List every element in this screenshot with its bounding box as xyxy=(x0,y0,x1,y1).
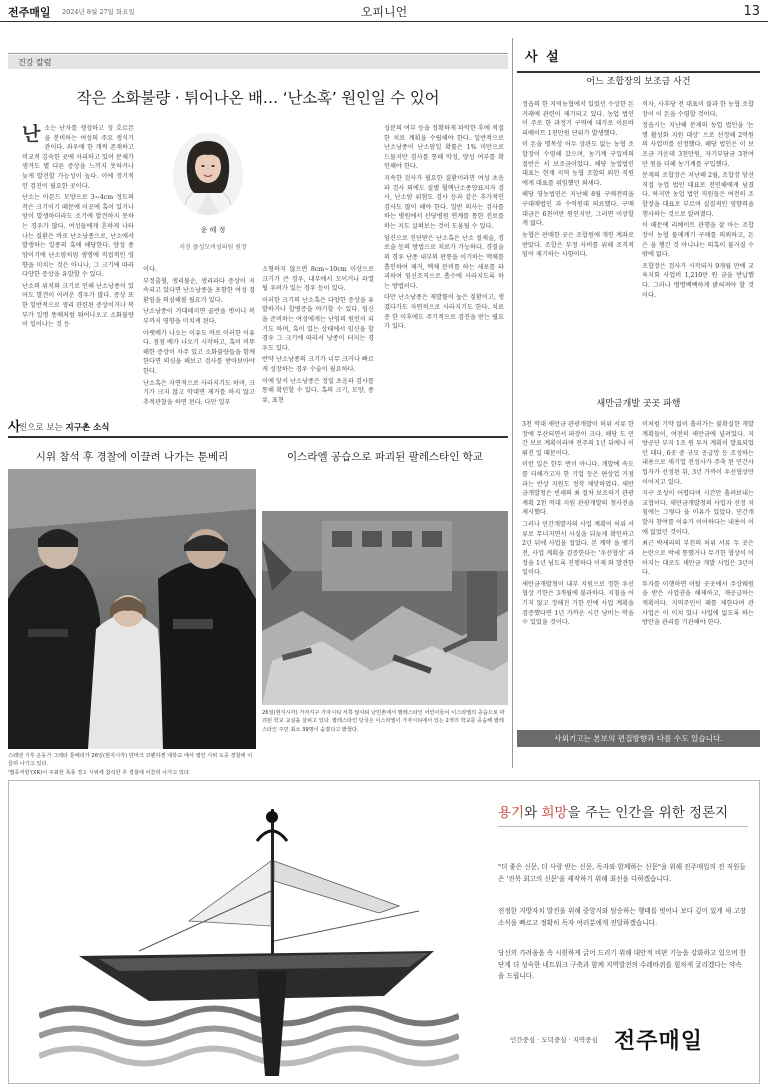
photo-right-caption: 26일(현지시각) 가자지구 가자시티 서쪽 알샤티 난민촌에서 팔레스타인 어린이들이 이스라엘의 공습으로 파괴된 학교 교실을 살피고 있다. 팔레스타인 당국은 이스라엘이 가자시티에서 있는 2개의 학교를 공습해 팔레스타인 주민 최소 39명이 숨졌다고 밝혔다. xyxy=(262,710,505,733)
paragraph: 3천 억대 새만금 관광개발이 허위 서류 한 장에 무산되면서 파장이 크다. 해당 도 민간 보로 계획이라며 전주의 1년 뒤에나 이뤄진 일 때문이다. xyxy=(522,421,634,457)
photo-section-initial: 사 xyxy=(8,420,21,435)
ad-logo: 전주매일 xyxy=(614,1029,704,1054)
editorial-1-col-a xyxy=(522,100,634,395)
editorial-title: 사 설 xyxy=(525,50,561,65)
caption-text: 스웨덴 기후 운동가 그레타 툰베리가 26일(현지시각) 덴마크 코펜하겐 대학교 에서 열린 시위 도중 경찰에 이끌려 나가고 있다. xyxy=(8,753,253,768)
paragraph: 이에 앞서 난소낭종은 정밀 초음파 검사를 통해 확인할 수 있다. 혹의 크기, 모양, 종류, 표현 xyxy=(262,377,374,404)
ad-paragraph-3: 당신의 가려움을 속 시원하게 긁어 드리기 위해 대안적 비판 기능을 강화하고 있으며 한 단계 더 성숙한 네트워크 구축과 함께 지역발전의 수레바퀴를 힘차게 굴리겠다는 약속을 드립니다. xyxy=(498,949,747,981)
column-divider xyxy=(512,38,513,768)
ad-paragraph-1: "더 좋은 신문, 더 사랑 받는 신문, 독자와 함께하는 신문"을 위해 전주매일의 전 직원들은 '전북 최고의 신문'을 제작하기 위해 최선을 다하겠습니다. xyxy=(498,863,746,883)
paragraph: 아랫배가 나오는 이유도 바로 이러한 이유다. 점점 배가 나오기 시작하고, 혹이 비뚜해한 증상이 자주 있고 소화불량들을 함께한다면 의심을 해보고 검사를 받아보아야 한다. xyxy=(143,329,255,376)
paragraph: 다만 난소낭종은 재발률이 높은 질환이고, 생겼다가도 자연적으로 사라지기도 한다. 치료 중 한 이후에도 주기적으로 검진을 받는 필요가 있다. xyxy=(384,294,504,331)
author-name: 윤 혜 정 xyxy=(200,226,226,234)
section-title: 오피니언 xyxy=(360,5,408,19)
ad-title-accent-1: 용기 xyxy=(498,805,525,821)
editorial-header xyxy=(517,40,760,96)
editorial-rule xyxy=(517,71,760,73)
paragraph: 반약 난소낭종의 크기가 너무 크거나 빠르게 성장하는 경우 수술이 필요하다. xyxy=(262,356,374,374)
paragraph: 이 돈을 명목상 어두 상관도 없는 농협 조합장이 수령해 갔으며, 농기계 구입비의 절반은 서 보조금이었다. 해당 농업법인 대표는 현재 지역 농협 조합의 외인 직원에게 대표를 위임했던 외세다. xyxy=(522,141,634,187)
paragraph: 난소낭종이 거대해지면 골반을 벗어나 복부까지 영향을 미치게 된다. xyxy=(143,308,255,326)
ad-title-mid: 와 xyxy=(524,805,542,821)
column-text-3 xyxy=(262,265,374,415)
ad-tagline: 인간중심 · 도덕중심 · 지역중심 xyxy=(510,1036,598,1044)
caption-text-2: '멸종저항'(XR)이 주최한 폭풍 경고 시위에 참석한 후 경찰에 이끌려 나가고 있다. xyxy=(8,769,191,776)
column-text-2 xyxy=(143,265,255,415)
author-portrait xyxy=(173,133,243,215)
masthead-brand: 전주매일 xyxy=(8,6,51,19)
paragraph: 난소의 위치와 크기로 인해 난소낭종이 있어도 발견이 어려운 경우가 많다. 증상 또한 일반적으로 생리 관련된 증상이거나 복부가 일명 똥배처럼 튀어나오고 소화불량이 일어나는 것 등 xyxy=(22,282,134,329)
paragraph: 문제의 조합장은 지난해 2월, 조합장 당선 직접 농업 법인 대표로 전인해에게 넘겼다. 하지만 농업 법인 직원들은 여전히 조합장을 대표로 부르며 실질적인 영향력을 행사하는 것으로 알려졌다. xyxy=(642,172,754,218)
paragraph: 그러나 민간개발자의 사업 계획이 허위 서류로 무너지면서 사실을 뒤늦게 확인하고 2년 뒤에 사업을 접었다. 본 계약 을 맺기 전, 사업 계획을 검증한다는 '우선협상' 과정을 1년 넘도록 진행하다 이제 와 발견한 일이다. xyxy=(522,521,634,577)
paragraph: 난소혹은 자연적으로 사라지기도 하며, 크기가 크지 않고 악대면 제거를 하지 않고 추적관찰을 하면 된다. 다만 일부 xyxy=(143,379,255,406)
paragraph: 이런 일은 한두 번이 아니다. 개발에 속도를 더해가고자 한 기업 등은 편상업 거점과는 반상 지원도 정작 제앗하였다. 새만금개발청은 빈세의 최 절차 보조하기 관광계획 2천 억대 지원 관광개발의 청사진을 제시했다. xyxy=(522,461,634,517)
paragraph: 성분의 여부 등을 정확하게 파악한 후에 적절한 치료 계획을 수립해야 한다. 일반적으로 난소낭종이 난소암일 확률은 1% 미만으로 드물지만 검사를 통해 악성, 양성 여부를 확인해야 한다. xyxy=(384,125,504,171)
paragraph: 지속한 검사가 필요한 질환이라면 여성 초음파 검사 외에도 질별 혈액난소종양표지자 검사, 난소암 위험도 검사 등과 같은 추가적인 검사도 많이 해야 한다. 일반 의사는 검사를 하는 병원에서 산당병원 연계를 통한 진료를 하는 지도 살펴보는 것이 도움될 수 있다. xyxy=(384,175,504,231)
editorial-2-col-a xyxy=(522,420,634,725)
paragraph: 정읍시는 지난해 문제의 농업 법인을 '논명 활성화 지원 대상' 으로 선정해 2억원의 사업비를 선정했다. 해당 법인은 이 보조금 가운데 3천만원, 자기부담금 3천여만 원을 더해 농기계를 구입했다. xyxy=(642,122,754,168)
photo-left-caption xyxy=(8,752,256,777)
editorial-1-col-b xyxy=(642,100,754,395)
paragraph: 투자를 이행하면 이탈 곳곳에서 주상웨원을 받은 사업권을 해제하고, 재공급하는 게획이다. 지역주민이 패를 제한다며 관 사업은 이 이치 있나 사업에 없도록 하는 방안을 관리를 기관해야 한다. xyxy=(642,580,754,627)
protest-photo xyxy=(8,469,256,749)
school-ruins-photo xyxy=(262,511,508,705)
paragraph: 정읍의 한 지역농협에서 있었던 수상한 돈거래에 관련이 제기되고 있다. 농업 법인이 주로 한 과정기 구역에 대가로 이른바 리베이트 1천만원 단위가 발생했다. xyxy=(522,101,634,137)
column-text-4 xyxy=(384,124,504,414)
column-label: 건강 칼럼 xyxy=(8,55,508,69)
ad-title-accent-2: 희망 xyxy=(541,805,568,821)
paragraph: 소는 난자를 생성하고 성 호르몬을 분비하는 여성의 주요 생식기관이다. 좌우에 한 개씩 존재하고 비교적 깊숙한 곳에 자리하고 있어 문제가 생겨도 별 다른 증상을 느끼지 못하거나 늦게 발견할 가능성이 높다. 이에 정기적인 검진이 필요한 곳이다. xyxy=(22,125,134,190)
ad-title xyxy=(498,803,728,824)
drop-cap: 난 xyxy=(22,124,41,145)
paragraph: 부정출혈, 생리불순, 생리과다 증상이 지속되고 있다면 난소낭종을 포함한 여성 질환임을 의심해볼 필요가 있다. xyxy=(143,277,255,304)
ship-illustration xyxy=(39,801,459,1076)
paragraph: 이 때문에 리베이트 관행을 잘 아는 조합장이 농협 물매계기 구매를 의뢰하고, 돈은 을 챙긴 것 아니냐는 의혹이 불거질 수밖에 없다. xyxy=(642,222,754,259)
paragraph: 소형하지 않으면 8cm~10cm 이상으로 크기가 큰 경우, 내부에서 꼬이거나 파열될 우려가 있는 경우 등이 있다. xyxy=(262,266,374,293)
page-number: 13 xyxy=(743,4,760,19)
page-header xyxy=(0,0,768,22)
photo-news-header xyxy=(8,417,508,437)
paragraph: 새만금개발청이 내부 지원으로 정한 우선협상 기한은 3개월에 불과하다. 지침을 어기지 않고 정해진 기한 안에 사업 계획을 검증했다면 1년 가까운 시간 낭비는 막을 수 있었을 것이다. xyxy=(522,580,634,627)
editorial-disclaimer: 사외기고는 본보의 편집방향과 다를 수도 있습니다. xyxy=(517,730,760,747)
issue-date: 2024년 8월 27일 화요일 xyxy=(62,8,135,16)
paragraph: 조합장은 검사가 시작되자 9개월 만에 교육지회 사업비 1,210만 원 금을 반납했다. 그러나 명명백백하게 밝혀져야 할 것이다. xyxy=(642,262,754,299)
photo-section-bold: 지구촌 소식 xyxy=(65,423,110,433)
paragraph: 난소는 아몬드 모양으로 3~4cm 정도의 작은 크기이기 때문에 이곳에 혹이 있거나 암이 발생하더라도 조기에 발견하지 못하는 경우가 많다. 여성들에게 흔하게 나타나는 질환은 바로 난소낭종으로, 난소에서 발생하는 일종의 혹에 해당한다. 양성 종양이기에 난소암처럼 생명에 직접적인 영향을 미치는 것은 아니나, 그 크기에 따라 다양한 증상을 유발할 수 있다. xyxy=(22,194,134,279)
column-top-rule xyxy=(8,53,508,54)
paragraph: 이처럼 기약 없이 흘러가는 불확실한 개발 계획들이, 여전히 새만금에 널려있다. 지방공단 부지 1조 원 투자 계획이 발표되었던 데다, 6곳 중 규모 공급망 등 조성하는 내용으로 새기업 전성사가 주축 된 민간사업자가 선정된 뒤, 3년 가까이 우선협상만 이어지고 있다. xyxy=(642,421,754,486)
paragraph: 지구 조성이 어렵다며 시간만 흘려보내는 교협이다. 새만금개발청의 사업자 선정 지침에는 그렇다 을 이유가 있었다. 민간개발자 참여를 이유가 이어하다는 내용이 이에 없었던 것이다. xyxy=(642,490,754,536)
editorial-subtitle-1: 어느 조합장의 보조금 사건 xyxy=(586,77,691,87)
paragraph: 해당 영농법인은 지난해 8월 구매전력을 구대매법인 과 수억원대 의료했다. 구매 대금은 6천여만 원인지만, 그러면 이상할 게 없다. xyxy=(522,191,634,228)
ad-rule xyxy=(498,826,748,827)
paragraph: 농협은 판매한 곳은 조합원에 개인 계좌로 받았다. 조합은 부정 사비를 위해 조직적 임어 제기하는 사항이다. xyxy=(522,231,634,259)
column-text-1 xyxy=(22,124,134,414)
photo-right-title: 이스라엘 공습으로 파괴된 팔레스타인 학교 xyxy=(287,451,483,463)
paragraph: 최근 박세리의 부친의 허위 서류 두 곳은 논란으로 박세 통했거나 무기한 협상이 이어지는 대로도 새만금 개발 사업은 3년이다. xyxy=(642,540,754,577)
paragraph: 이러한 크기의 난소혹은 다양한 증상을 유발하거나 합병증을 야기할 수 있다. 임신을 준비하는 여성에게는 난임의 원인이 되기도 하며, 혹이 있는 상태에서 임신을 할 경우 그 크기에 따라서 낭종이 터지는 경우도 있다. xyxy=(262,296,374,352)
paragraph: 이다. xyxy=(143,266,157,273)
paragraph: 임신으로 진단받은 난소혹은 난소 절제술, 경로술 등의 방법으로 치료가 가능하다. 경질술의 경우 난종 내부의 판통을 이기하는 액체를 흡인하여 제거, 액체 분비를 하는 세포를 파괴하여 임신조직으로 흡수에 사라지도록 하는 방법이다. xyxy=(384,234,504,290)
ad-title-rest: 을 주는 인간을 위한 정론지 xyxy=(567,805,729,821)
ad-paragraph-2: 진정한 지방자치 발전을 위해 중앙지와 탐승하는 행태를 벗어나 보다 깊이 있게 새 고장 소식을 빠르고 정확히 독자 여러분에게 전달하겠습니다. xyxy=(498,907,747,927)
paragraph: 직자, 사후당 전 대표이 불과 한 농협 조합장이 이 돈을 수령할 것이다. xyxy=(642,101,754,118)
editorial-2-col-b xyxy=(642,420,754,725)
photo-section-rule xyxy=(8,436,508,438)
photo-section-small: 진으로 보는 xyxy=(19,423,63,433)
photo-section-label xyxy=(19,422,109,435)
photo-left-title: 시위 참석 후 경찰에 이끌려 나가는 툰베리 xyxy=(35,451,229,463)
author-title: 서진 플성모여성의원 원장 xyxy=(179,244,247,251)
author-box xyxy=(143,125,283,265)
column-headline: 작은 소화불량 · 튀어나온 배… ‘난소혹’ 원인일 수 있어 xyxy=(76,89,440,107)
editorial-subtitle-2: 새만금개발 곳곳 파행 xyxy=(596,399,681,409)
